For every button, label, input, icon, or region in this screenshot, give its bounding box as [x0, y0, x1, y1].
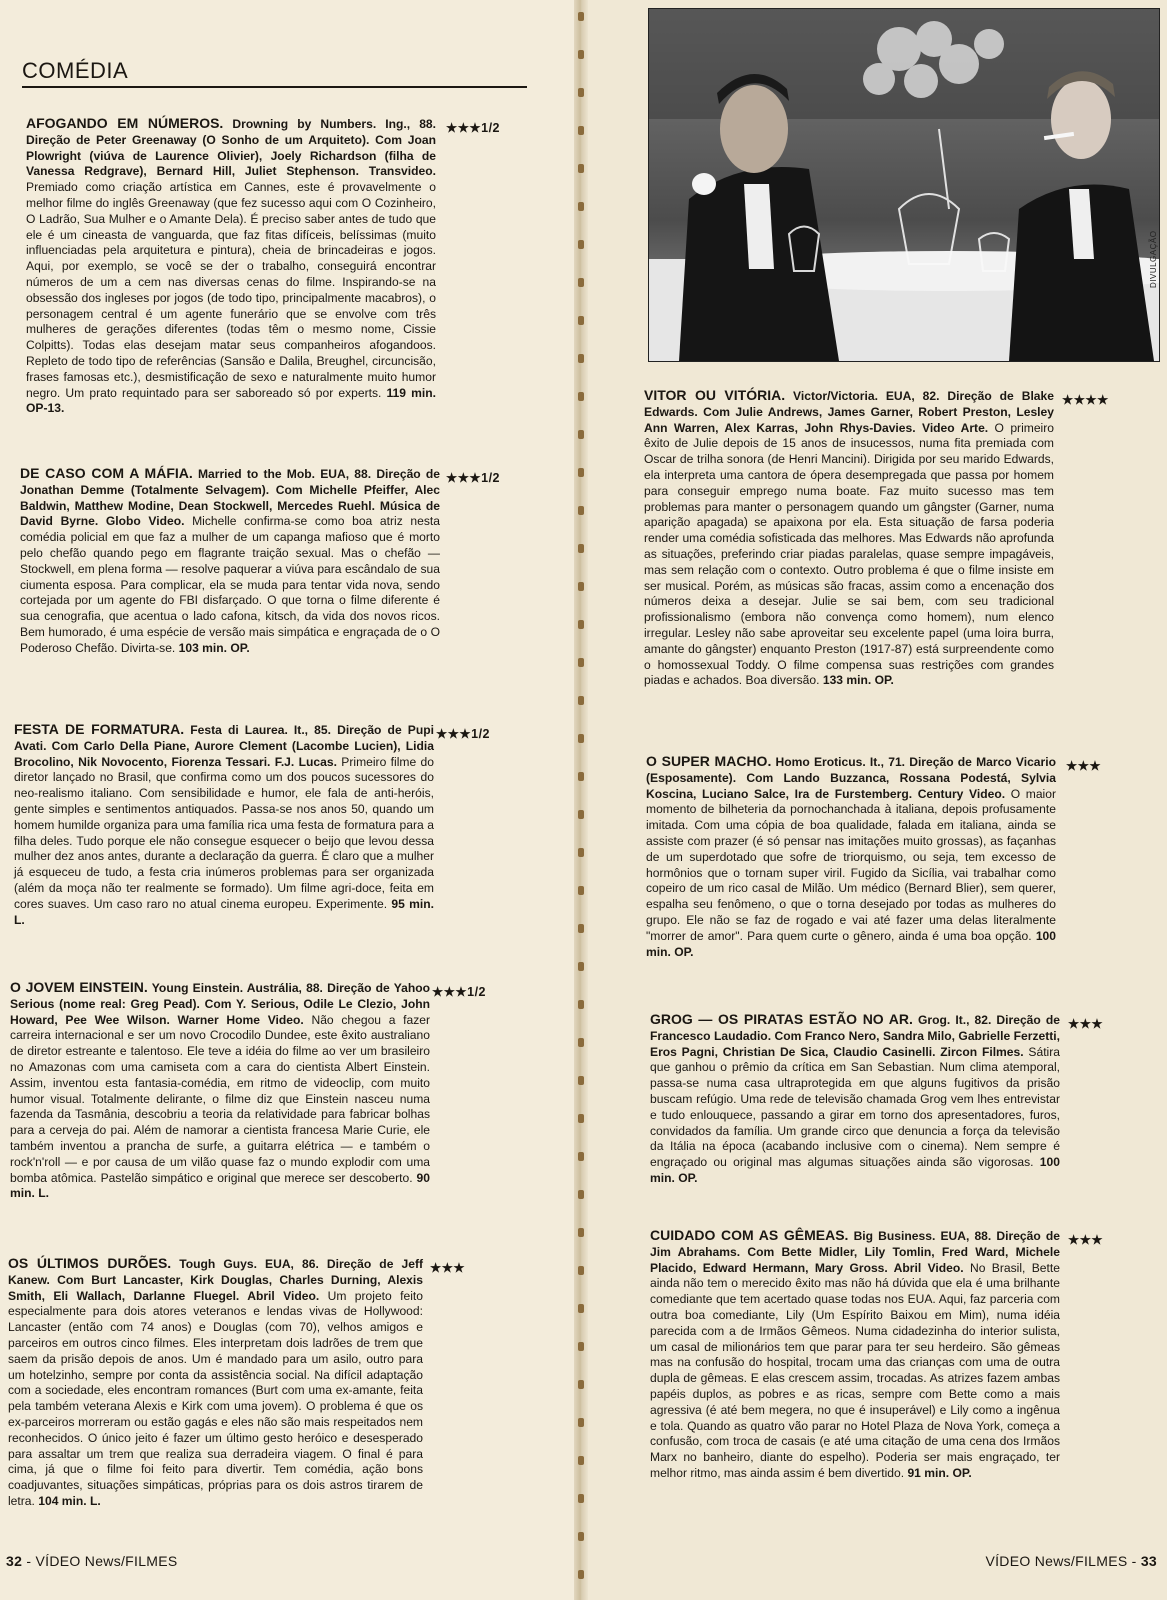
review-runtime: 90 min. L. — [10, 1170, 430, 1201]
binding-stitch — [578, 1418, 584, 1427]
review-body: O primeiro êxito de Julie depois de 15 anos de insucessos, numa fita premiada com Oscar de trilha sonora (de Henri Mancini). Dirigida por seu marido Edwards, ela interpreta uma cantora de ópera desempregada que passa por homem para conseguir emprego numa boate. Faz muito sucesso mas tem problemas para manter o personagem quando um gângster (Garner, numa aparição apagada) se apaixona por ela. Esta situação de farsa poderia render uma comédia sofisticada das melhores. Mas Edwards não aprofunda as situações, preferindo criar piadas paralelas, quase sempre impagáveis, mas sem relação com o contexto. Outro problema é que o filme insiste em ser musical. Porém, as músicas são fracas, assim como a encenação dos números deixa a desejar. Julie se sai bem, com seu tradicional profissionalismo (embora não convença como homem), num elenco irregular. Lesley não sabe aproveitar seu excelente papel (uma loira burra, amante do gângster) enquanto Preston (1917-87) está surpreendente como o homossexual Toddy. O filme compensa suas restrições com grandes piadas e achados. Boa diversão. — [644, 420, 1054, 688]
binding-stitch — [578, 88, 584, 97]
review-title: CUIDADO COM AS GÊMEAS. — [650, 1227, 849, 1243]
binding-stitch — [578, 1038, 584, 1047]
review-grog — [650, 1012, 1060, 1187]
film-still-photo — [648, 8, 1160, 362]
binding-stitch — [578, 962, 584, 971]
binding-stitch — [578, 354, 584, 363]
review-body: No Brasil, Bette ainda não tem o merecido êxito mas não há dúvida que ela é uma brilhante comediante que tem acertado quase todas nos EUA. Aqui, faz parceria com outra boa comediante, Lily (Um Espírito Baixou em Mim), numa idéia parecida com a de Irmãos Gêmeos. Numa cidadezinha do interior sulista, um casal de milionários tem que parar para ter seu herdeiro. São gêmeas mas na confusão do hospital, trocam uma das crianças com uma de outra dupla de gêmeas. E elas crescem assim, trocadas. As atrizes fazem ambas papéis duplos, as pobres e as ricas, sempre com Bette como a mais agressiva (é até bem megera, no que é insuperável) e Lily como a ingênua e tola. Quando as quatro vão parar no Hotel Plaza de Nova York, começa a confusão, com troca de casais (e até uma citação de uma cena dos Irmãos Marx no banheiro, diante do espelho). Poderia ser mais engraçado, ter melhor ritmo, mas ainda assim é bem divertido. — [650, 1260, 1060, 1480]
review-title: DE CASO COM A MÁFIA. — [20, 465, 193, 481]
binding-stitch — [578, 620, 584, 629]
binding-stitch — [578, 1000, 584, 1009]
footer-left — [6, 1553, 178, 1569]
binding-stitch — [578, 1342, 584, 1351]
review-runtime: 100 min. OP. — [650, 1155, 1060, 1185]
photo-credit: DIVULGAÇÃO — [1149, 230, 1158, 288]
review-runtime: 100 min. OP. — [646, 928, 1056, 959]
review-body: Sátira que ganhou o prêmio da crítica em San Sebastian. Num clima atemporal, passa-se numa casa ultraprotegida em que alguns fugitivos da prisão buscam refúgio. Uma rede de televisão chamada Grog vem lhes entrevistar e tudo enlouquece, passando a girar em torno dos apresentadores, furos, convidados da família. Um grande circo que denuncia a força da televisão da Itália na época (acabando inclusive com o cinema). Nem sempre é engraçado ou original mas algumas situações ainda são vigorosas. — [650, 1044, 1061, 1170]
review-title: FESTA DE FORMATURA. — [14, 721, 185, 737]
binding-stitch — [578, 810, 584, 819]
review-runtime: 91 min. OP. — [904, 1465, 972, 1480]
binding-stitch — [578, 1114, 584, 1123]
binding-stitch — [578, 1152, 584, 1161]
binding-stitch — [578, 1076, 584, 1085]
review-credits: Big Business. EUA, 88. Direção de Jim Abrahams. Com Bette Midler, Lily Tomlin, Fred Ward, Michele Placido, Edward Hermann, Mary Gross. Abril Video. — [650, 1229, 1060, 1275]
review-o-jovem-einstein — [10, 980, 430, 1202]
review-credits: Young Einstein. Austrália, 88. Direção de Yahoo Serious (nome real: Greg Pead). Com Y. Serious, Odile Le Clezio, John Howard, Pee Wee Wilson. Warner Home Video. — [10, 981, 430, 1027]
rating-stars: ★★★1/2 — [432, 985, 486, 999]
review-credits: Grog. It., 82. Direção de Francesco Laudadio. Com Franco Nero, Sandra Milo, Gabrielle Ferzetti, Eros Pagni, Christian De Sica, Claudio Casinelli. Zircon Filmes. — [650, 1013, 1060, 1059]
binding-stitch — [578, 164, 584, 173]
binding-stitch — [578, 1456, 584, 1465]
rating-stars: ★★★★ — [1062, 393, 1109, 407]
review-runtime: 95 min. L. — [14, 896, 434, 927]
section-title: COMÉDIA — [22, 58, 527, 88]
review-title: VITOR OU VITÓRIA. — [644, 387, 786, 403]
footer-publication: VÍDEO News/FILMES - — [985, 1553, 1141, 1569]
review-de-caso-com-a-mafia — [20, 466, 440, 657]
rating-stars: ★★★1/2 — [446, 471, 500, 485]
review-afogando-em-numeros — [26, 116, 436, 417]
binding-stitch — [578, 392, 584, 401]
binding-stitch — [578, 506, 584, 515]
review-body: Não chegou a fazer carreira internacional e ser um novo Crocodilo Dundee, este êxito australiano de diretor estreante e talentoso. Ele teve a idéia do filme ao ver um brasileiro no Amazonas com uma camiseta com a cara do cientista Albert Einstein. Assim, inventou esta fantasia-comédia, em ritmo de videoclip, com muito humor visual. Totalmente delirante, o filme diz que Einstein nasceu numa fazenda da Tasmânia, descobriu a teoria da relatividade para fabricar bolhas para a cerveja do pai. Além de namorar a cientista francesa Marie Curie, ele também inventou a prancha de surfe, a guitarra elétrica — e também o rock'n'roll — e por causa de um vilão quase faz o mundo explodir com uma bomba atômica. Pastelão simpático e original que merece ser descoberto. — [10, 1012, 431, 1185]
rating-stars: ★★★ — [430, 1261, 466, 1275]
review-body: Premiado como criação artística em Cannes, este é provavelmente o melhor filme do inglês Greenaway (que fez sucesso aqui com O Cozinheiro, O Ladrão, Sua Mulher e o Amante Dela). É preciso saber antes de tudo que ele é um cineasta de vanguarda, que faz fitas difíceis, belíssimas (muito influenciadas pela arquitetura e pintura), cheia de brincadeiras e jogos. Aqui, por exemplo, se você se der o trabalho, conseguirá encontrar números de um a cem nas diversas cenas do filme. Inspirando-se na obsessão dos ingleses por jogos (de todo tipo, principalmente macabros), o personagem central é um agente funerário que se envolve com três mulheres de gerações diferentes (todas têm o mesmo nome, Cissie Colpitts). Todas elas desejam matar seus companheiros afogandoos. Repleto de todo tipo de referências (Sansão e Dalila, Breughel, circuncisão, frases famosas etc.), desmistificação de sexo e naturalmente muito humor negro. Um prato requintado para ser saboreado só por experts. — [26, 180, 436, 400]
binding-stitch — [578, 1266, 584, 1275]
review-credits: Victor/Victoria. EUA, 82. Direção de Blake Edwards. Com Julie Andrews, James Garner, Robert Preston, Lesley Ann Warren, Alex Karras, John Rhys-Davies. Video Arte. — [644, 389, 1054, 435]
binding-stitch — [578, 240, 584, 249]
review-credits: Married to the Mob. EUA, 88. Direção de Jonathan Demme (Totalmente Selvagem). Com Michelle Pfeiffer, Alec Baldwin, Matthew Modine, Dean Stockwell, Mercedes Ruehl. Música de David Byrne. Globo Video. — [20, 467, 440, 529]
page-number: 32 — [6, 1553, 23, 1569]
rating-stars: ★★★1/2 — [436, 727, 490, 741]
gutter-binding — [574, 0, 588, 1600]
review-body: O maior momento de bilheteria da pornochanchada à italiana, depois profusamente imitada. Com uma cópia de boa qualidade, falada em italiana, ainda se assiste com prazer (é só pensar nas imitações muito grossas), as façanhas de um superdotado que sofre de triorquismo, ou seja, tem excesso de hormônios que o tornam super viril. Fugido da Sicília, vai trabalhar como copeiro de um rico casal de Milão. Um médico (Bernard Blier), sem querer, espalha seu fenômeno, o que o torna desejado por todas as mulheres do grupo. Ele não se faz de rogado e vai até fazer uma delas literalmente "morrer de amor". Para quem curte o gênero, ainda é uma boa opção. — [646, 786, 1056, 943]
review-runtime: 104 min. L. — [34, 1493, 101, 1508]
review-runtime: 119 min. OP-13. — [26, 385, 436, 416]
binding-stitch — [578, 1532, 584, 1541]
binding-stitch — [578, 848, 584, 857]
review-credits: Homo Eroticus. It., 71. Direção de Marco Vicario (Esposamente). Com Lando Buzzanca, Rossana Podestá, Sylvia Koscina, Luciano Salce, Ira de Furstemberg. Century Video. — [646, 755, 1056, 801]
binding-stitch — [578, 126, 584, 135]
footer-publication: - VÍDEO News/FILMES — [22, 1553, 178, 1569]
review-cuidado-com-as-gemeas — [650, 1228, 1060, 1482]
review-os-ultimos-duroes — [8, 1256, 423, 1510]
review-body: Primeiro filme do diretor lançado no Brasil, que confirma como um dos poucos sucessores do neo-realismo italiano. Com sensibilidade e humor, ele fala de anti-heróis, gente simples e sentimentos antiquados. Passa-se nos anos 50, quando um homem humilde organiza para uma família rica uma festa de formatura para a filha deles. Tudo porque ele não consegue esquecer o beijo que levou dessa mulher dez anos antes, durante a declaração da guerra. É claro que a mulher já esqueceu de tudo, a festa cria inúmeros problemas para ser organizada (além da moça não ter realmente se formado). Um filme agri-doce, feita em cores suaves. Um caso raro no atual cinema europeu. Experimente. — [14, 754, 434, 911]
binding-stitch — [578, 316, 584, 325]
footer-right — [985, 1553, 1157, 1569]
binding-stitch — [578, 658, 584, 667]
binding-stitch — [578, 1380, 584, 1389]
binding-stitch — [578, 924, 584, 933]
binding-stitch — [578, 430, 584, 439]
review-vitor-ou-vitoria — [644, 388, 1054, 689]
review-credits: Drowning by Numbers. Ing., 88. Direção de Peter Greenaway (O Sonho de um Arquiteto). Com Joan Plowright (viúva de Laurence Olivier), Joely Richardson (filha de Vanessa Redgrave), Bernard Hill, Juliet Stephenson. Transvideo. — [26, 117, 437, 179]
review-body: Um projeto feito especialmente para dois atores veteranos e lendas vivas de Hollywood: Lancaster (então com 74 anos) e Douglas (com 70), velhos amigos e parceiros em outros cinco filmes. Eles interpretam dois ladrões de trem que saem da prisão depois de anos. Um é mandado para um asilo, outro para um hotelzinho, sempre por conta da assistência social. Na difícil adaptação com a sociedade, eles encontram romances (Burt com uma ex-amante, feita pela também veterana Alexis e Kirk com uma jovem). O problema é que os ex-parceiros morreram ou estão gagás e eles não são mais respeitados nem reconhecidos. O único jeito é fazer um último gesto heróico e desesperado para assaltar um trem que realiza sua derradeira viagem. O final é para cima, já que o filme foi feito para divertir. Tem comédia, ação bons coadjuvantes, situações simpáticas, próprias para os dois astros tirarem de letra. — [8, 1288, 423, 1508]
review-title: AFOGANDO EM NÚMEROS. — [26, 115, 224, 131]
binding-stitch — [578, 1304, 584, 1313]
page-number: 33 — [1140, 1553, 1157, 1569]
rating-stars: ★★★ — [1068, 1017, 1104, 1031]
film-still-image — [649, 9, 1159, 361]
binding-stitch — [578, 1190, 584, 1199]
rating-stars: ★★★ — [1066, 759, 1102, 773]
binding-stitch — [578, 202, 584, 211]
review-title: O SUPER MACHO. — [646, 753, 772, 769]
rating-stars: ★★★1/2 — [446, 121, 500, 135]
review-body: Michelle confirma-se como boa atriz nesta comédia policial em que faz a mulher de um capanga mafioso que é morto pelo chefão quando pego em flagrante traição sexual. Mas o chefão — Stockwell, em plena forma — resolve paquerar a viúva para escândalo de sua ciumenta esposa. Para complicar, ela se muda para tentar vida nova, sendo cortejada por um agente do FBI disfarçado. O que torna o filme diferente é sua cenografia, que acentua o lado cafona, kitsch, da vida dos novos ricos. Bem humorado, é uma espécie de versão mais simpática e engraçada de o O Poderoso Chefão. Divirta-se. — [20, 514, 440, 655]
binding-stitch — [578, 278, 584, 287]
binding-stitch — [578, 734, 584, 743]
left-page — [0, 0, 580, 1600]
review-title: OS ÚLTIMOS DURÕES. — [8, 1255, 172, 1271]
binding-stitch — [578, 50, 584, 59]
review-runtime: 133 min. OP. — [819, 673, 894, 688]
review-runtime: 103 min. OP. — [175, 640, 250, 655]
binding-stitch — [578, 1494, 584, 1503]
review-o-super-macho — [646, 754, 1056, 960]
binding-stitch — [578, 886, 584, 895]
binding-stitch — [578, 772, 584, 781]
rating-stars: ★★★ — [1068, 1233, 1104, 1247]
binding-stitch — [578, 696, 584, 705]
binding-stitch — [578, 544, 584, 553]
binding-stitch — [578, 582, 584, 591]
review-festa-de-formatura — [14, 722, 434, 928]
binding-stitch — [578, 468, 584, 477]
review-title: GROG — OS PIRATAS ESTÃO NO AR. — [650, 1011, 913, 1027]
binding-stitch — [578, 12, 584, 21]
review-credits: Tough Guys. EUA, 86. Direção de Jeff Kanew. Com Burt Lancaster, Kirk Douglas, Charles Durning, Alexis Smith, Eli Wallach, Darlanne Fluegel. Abril Video. — [8, 1257, 423, 1303]
binding-stitch — [578, 1570, 584, 1579]
binding-stitch — [578, 1228, 584, 1237]
review-title: O JOVEM EINSTEIN. — [10, 979, 148, 995]
review-credits: Festa di Laurea. It., 85. Direção de Pupi Avati. Com Carlo Della Piane, Aurore Clement (Lacombe Lucien), Lidia Brocolino, Nik Novocento, Fiorenza Tessari. F.J. Lucas. — [14, 723, 434, 769]
